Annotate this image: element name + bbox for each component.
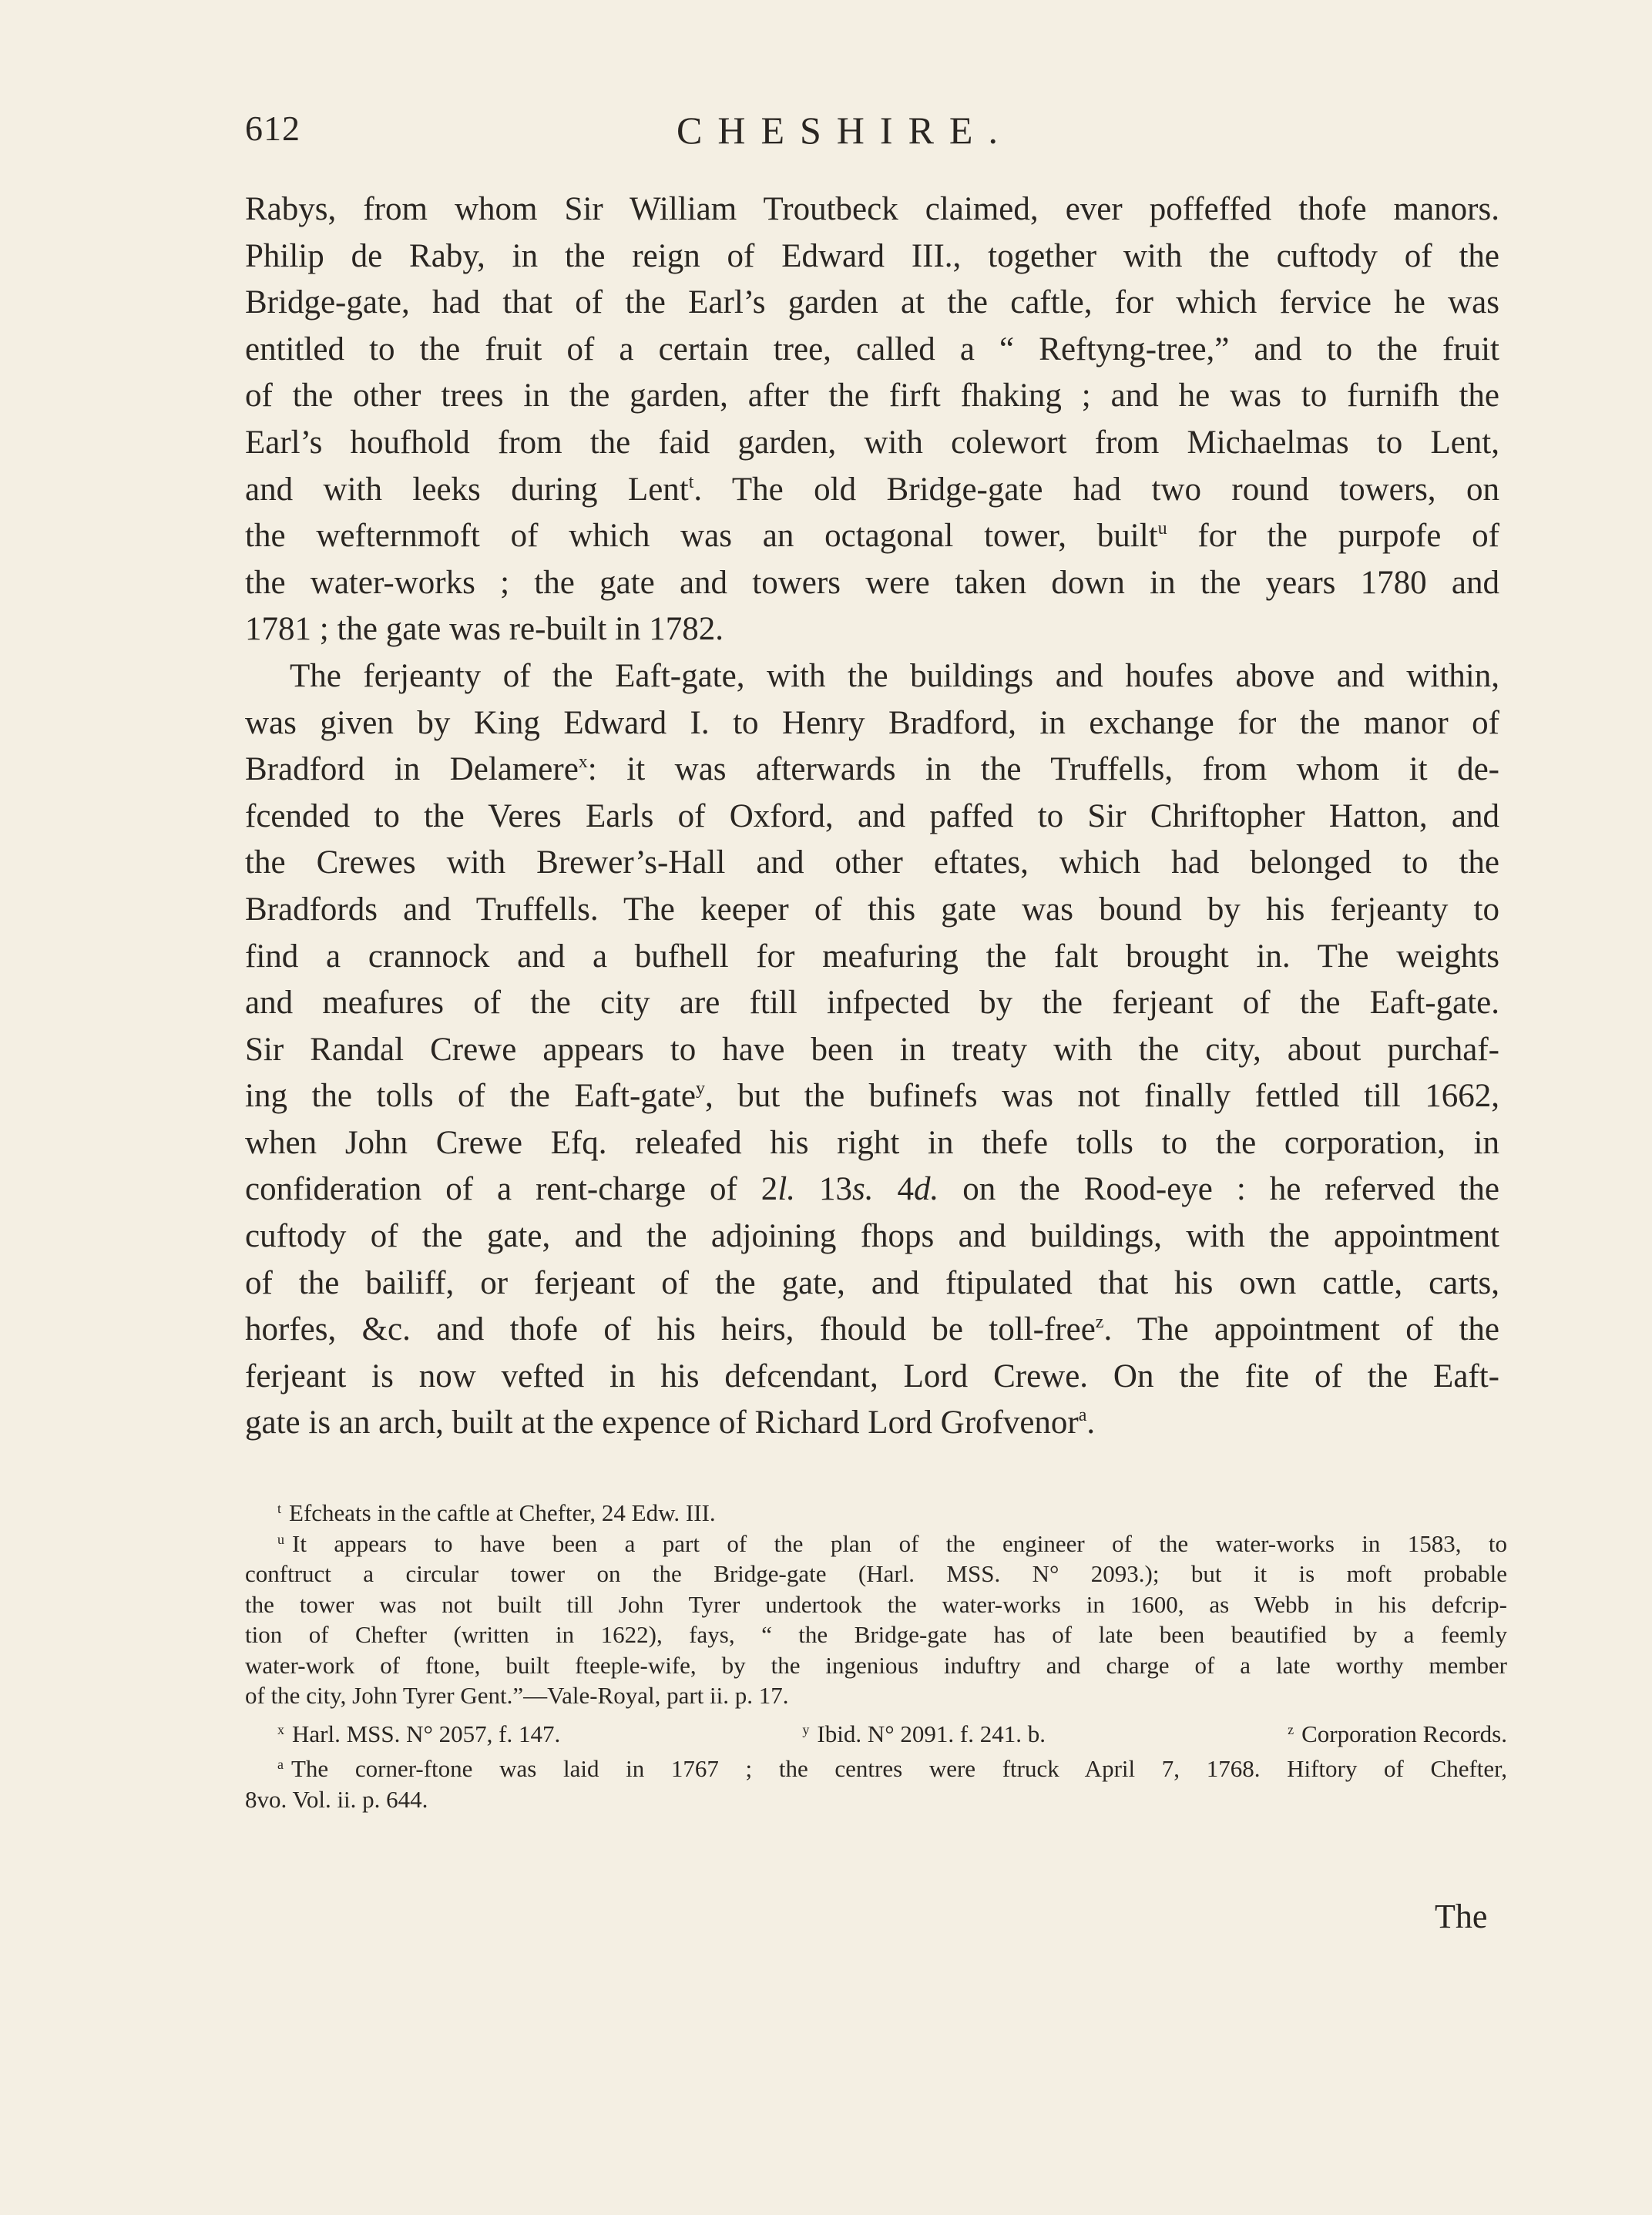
text-line: the Crewes with Brewer’s-Hall and other eftates, which had belonged to the xyxy=(245,844,1499,881)
text-line: when John Crewe Efq. releafed his right in thefe tolls to the corporation, in xyxy=(245,1124,1499,1161)
text-line: Earl’s houfhold from the faid garden, with colewort from Michaelmas to Lent, xyxy=(245,424,1499,461)
footnote-t: $^t$ Efcheats in the caftle at Chefter, 24 Edw. III. xyxy=(277,1499,716,1526)
text-line: the water-works ; the gate and towers were taken down in the years 1780 and xyxy=(245,564,1499,601)
text-line: Sir Randal Crewe appears to have been in treaty with the city, about purchaf- xyxy=(245,1031,1499,1068)
footnotes xyxy=(245,1498,1507,1814)
footnote-a: $^a$ The corner-ftone was laid in 1767 ; the centres were ftruck April 7, 1768. Hiftory of Chefter, xyxy=(277,1755,1507,1782)
footnote-u-line: conftruct a circular tower on the Bridge-gate (Harl. MSS. N° 2093.); but it is moft probable xyxy=(245,1560,1507,1587)
text-line: and meafures of the city are ftill infpected by the ferjeant of the Eaft-gate. xyxy=(245,985,1499,1022)
footnote-ref-x: x xyxy=(578,752,588,773)
footnote-u-line: tion of Chefter (written in 1622), fays, “ the Bridge-gate has of late been beautified by a feemly xyxy=(245,1621,1507,1648)
footnote-ref-t: t xyxy=(688,472,694,492)
text-line: find a crannock and a bufhell for meafuring the falt brought in. The weights xyxy=(245,938,1499,975)
text-line: fcended to the Veres Earls of Oxford, and paffed to Sir Chriftopher Hatton, and xyxy=(245,797,1499,834)
text-line: cuftody of the gate, and the adjoining fhops and buildings, with the appointment xyxy=(245,1218,1499,1255)
footnote-a-line: 8vo. Vol. ii. p. 644. xyxy=(245,1785,428,1813)
footnote-ref-z: z xyxy=(1095,1312,1104,1333)
text-line: ferjeant is now vefted in his defcendant, Lord Crewe. On the fite of the Eaft- xyxy=(245,1358,1499,1394)
text-line: entitled to the fruit of a certain tree, called a “ Reftyng-tree,” and to the fruit xyxy=(245,331,1499,367)
text-line: horfes, &c. and thofe of his heirs, fhould be toll-free$^z$. The appointment of the xyxy=(245,1311,1499,1348)
page-header xyxy=(245,108,1524,169)
text-line: the wefternmoft of which was an octagonal tower, built$^u$ for the purpofe of xyxy=(245,518,1500,555)
text-line: Bridge-gate, had that of the Earl’s garden at the caftle, for which fervice he was xyxy=(245,284,1499,321)
footnote-y: $^y$ Ibid. N° 2091. f. 241. b. xyxy=(802,1720,1046,1747)
text-line: was given by King Edward I. to Henry Bradford, in exchange for the manor of xyxy=(245,704,1499,741)
footnote-u: $^u$ It appears to have been a part of the plan of the engineer of the water-works in 1583, to xyxy=(277,1529,1507,1557)
footnote-u-line: of the city, John Tyrer Gent.”—Vale-Royal, part ii. p. 17. xyxy=(245,1682,789,1709)
page-number: 612 xyxy=(245,109,301,148)
catchword: The xyxy=(1435,1898,1488,1935)
footnote-x: $^x$ Harl. MSS. N° 2057, f. 147. xyxy=(277,1720,561,1747)
text-line: gate is an arch, built at the expence of Richard Lord Grofvenor$^a$. xyxy=(245,1405,1096,1441)
text-line: Bradford in Delamere$^x$: it was afterwards in the Truffells, from whom it de- xyxy=(245,751,1499,788)
footnote-u-line: the tower was not built till John Tyrer undertook the water-works in 1600, as Webb in his defcrip- xyxy=(245,1590,1507,1618)
text-line: of the other trees in the garden, after the firft fhaking ; and he was to furnifh the xyxy=(245,378,1499,414)
text-line: 1781 ; the gate was re-built in 1782. xyxy=(245,611,724,648)
text-line: The ferjeanty of the Eaft-gate, with the buildings and houfes above and within, xyxy=(290,657,1499,694)
text-line: Bradfords and Truffells. The keeper of this gate was bound by his ferjeanty to xyxy=(245,891,1499,928)
footnote-u-line: water-work of ftone, built fteeple-wife, by the ingenious induftry and charge of a late worthy member xyxy=(245,1651,1507,1679)
text-line: and with leeks during Lent$^t$. The old Bridge-gate had two round towers, on xyxy=(245,471,1499,508)
footnote-ref-u: u xyxy=(1157,519,1167,539)
text-line: ing the tolls of the Eaft-gate$^y$, but the bufinefs was not finally fettled till 1662, xyxy=(245,1078,1499,1115)
running-title: CHESHIRE. xyxy=(677,109,1013,152)
footnote-row-xyz xyxy=(245,1719,1507,1750)
text-line: Rabys, from whom Sir William Troutbeck claimed, ever poffeffed thofe manors. xyxy=(245,191,1499,227)
footnote-ref-y: y xyxy=(695,1079,705,1099)
main-text xyxy=(245,186,1499,1447)
text-line: of the bailiff, or ferjeant of the gate, and ftipulated that his own cattle, carts, xyxy=(245,1264,1499,1301)
footnote-z: $^z$ Corporation Records. xyxy=(1288,1720,1507,1747)
text-line: confideration of a rent-charge of 2l. 13s. 4d. on the Rood-eye : he referved the xyxy=(245,1171,1500,1208)
text-line: Philip de Raby, in the reign of Edward III., together with the cuftody of the xyxy=(245,237,1499,274)
footnote-ref-a: a xyxy=(1078,1405,1087,1426)
